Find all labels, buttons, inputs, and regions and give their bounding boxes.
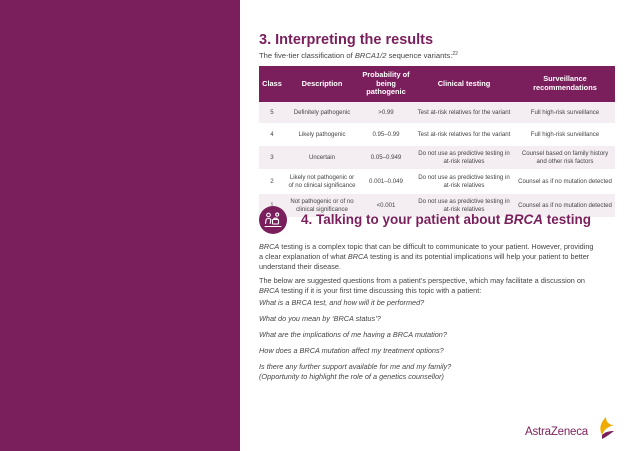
section-4-header [259,205,615,235]
cell-clinical-testing: Do not use as predictive testing in at-risk relatives [413,146,515,170]
question-note: (Opportunity to highlight the role of a genetics counsellor) [259,372,444,381]
section-3-heading: 3. Interpreting the results [259,32,434,48]
cell-description: Definitely pathogenic [285,102,359,124]
table-row [259,170,615,194]
question-item: How does a BRCA mutation affect my treatment options? [259,346,444,355]
cell-class: 3 [259,146,285,170]
cell-class: 5 [259,102,285,124]
section-4-heading: 4. Talking to your patient about BRCA testing [301,212,592,227]
cell-description: Uncertain [285,146,359,170]
logo-wordmark: AstraZeneca [525,426,588,438]
cell-probability: 0.001–0.049 [359,170,413,194]
cell-surveillance: Full high-risk surveillance [515,102,615,124]
reference-marker: 22 [452,51,458,57]
astrazeneca-logo [525,416,615,446]
cell-description: Likely pathogenic [285,124,359,146]
cell-probability: <0.001 [359,194,413,218]
question-item: What do you mean by ‘BRCA status’? [259,314,381,323]
header-class: Class [259,66,285,102]
classification-table [259,66,615,218]
question-item: What is a BRCA test, and how will it be performed? [259,298,425,307]
cell-probability: 0.95–0.99 [359,124,413,146]
section-3-intro: The five-tier classification of BRCA1/2 sequence variants:$^{22}$ [259,51,458,60]
cell-clinical-testing: Test at-risk relatives for the variant [413,102,515,124]
cell-class: 4 [259,124,285,146]
cell-description: Likely not pathogenic or of no clinical significance [285,170,359,194]
cell-class: 2 [259,170,285,194]
table-row [259,102,615,124]
header-surveillance: Surveillance recommendations [515,66,615,102]
question-item: What are the implications of me having a BRCA mutation? [259,330,447,339]
cell-surveillance: Counsel as if no mutation detected [515,194,615,218]
cell-probability: >0.99 [359,102,413,124]
cell-surveillance: Counsel as if no mutation detected [515,170,615,194]
paragraph-questions-intro: The below are suggested questions from a patient’s perspective, which may facilitate a discussion on BRCA testing if it is your first time discussing this topic with a patient: [259,276,585,296]
cell-surveillance: Full high-risk surveillance [515,124,615,146]
header-probability: Probability of being pathogenic [359,66,413,102]
page-content [259,0,615,451]
cell-surveillance: Counsel based on family history and other risk factors [515,146,615,170]
table-row [259,146,615,170]
table-row [259,124,615,146]
header-description: Description [285,66,359,102]
astrazeneca-logo-icon [596,416,616,440]
doctor-patient-icon [259,206,287,234]
cell-clinical-testing: Test at-risk relatives for the variant [413,124,515,146]
paragraph-brca-intro: BRCA testing is a complex topic that can be difficult to communicate to your patient. However, providing a clear explanation of what BRCA testing is and its potential implications will help your patient to better understand their disease. [259,242,594,272]
question-item: Is there any further support available for me and my family? [259,362,452,371]
table-header-row [259,66,615,102]
header-clinical-testing: Clinical testing [413,66,515,102]
cell-probability: 0.05–0.949 [359,146,413,170]
cell-clinical-testing: Do not use as predictive testing in at-risk relatives [413,170,515,194]
sidebar-panel [0,0,240,451]
cell-description: Not pathogenic or of no clinical significance [285,194,359,218]
cell-clinical-testing: Do not use as predictive testing in at-risk relatives [413,194,515,218]
